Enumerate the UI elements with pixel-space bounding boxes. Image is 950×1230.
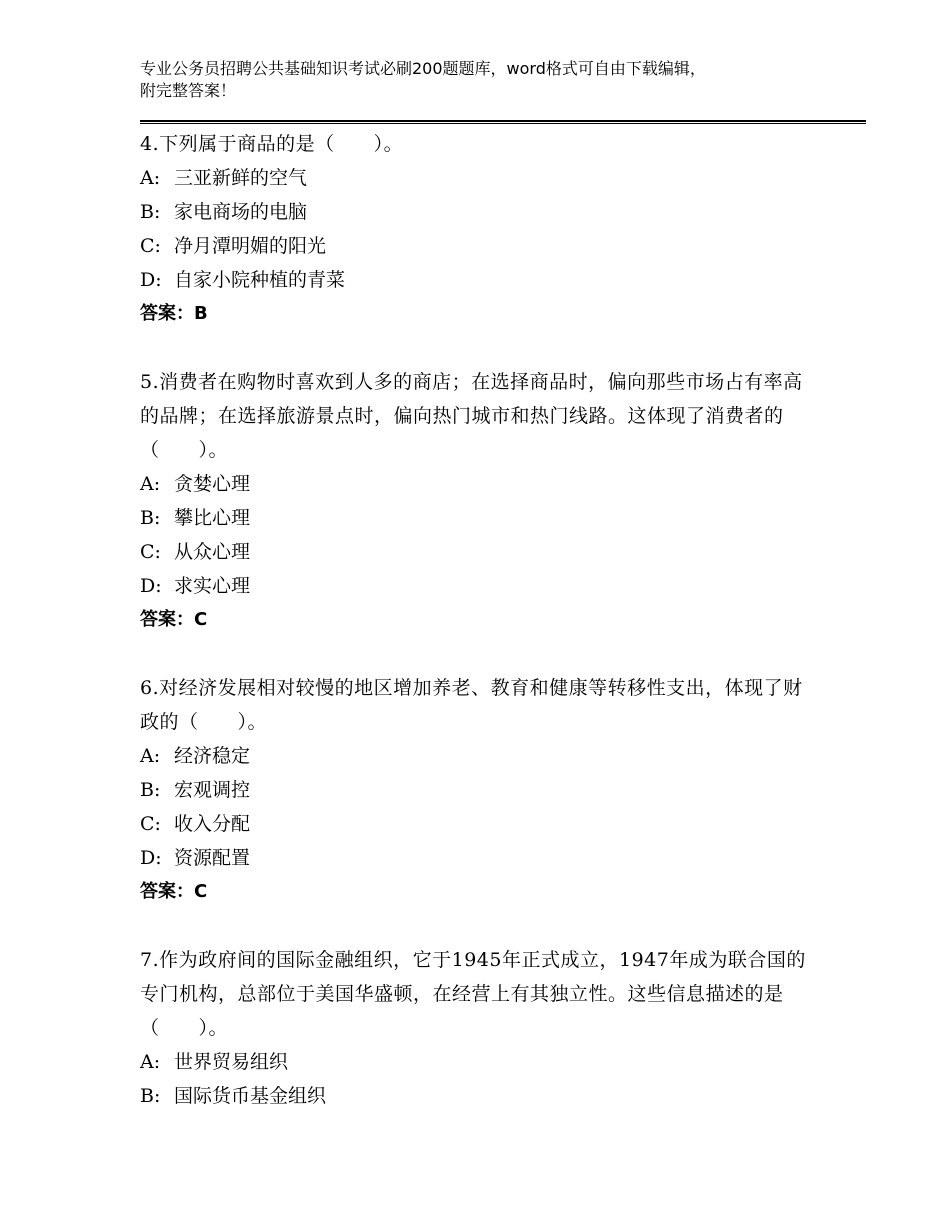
option-a	[140, 161, 820, 195]
option-b	[140, 501, 820, 535]
question-stem: 7.作为政府间的国际金融组织，它于1945年正式成立，1947年成为联合国的专门机构，总部位于美国华盛顿，在经营上有其独立性。这些信息描述的是（ ）。	[140, 949, 806, 1039]
option-text: 宏观调控	[174, 779, 251, 801]
answer-label: 答案：B	[140, 303, 208, 324]
option-key: B:	[140, 1085, 161, 1107]
option-text: 世界贸易组织	[174, 1051, 289, 1073]
option-text: 求实心理	[174, 575, 251, 597]
answer-label: 答案：C	[140, 881, 208, 902]
option-b	[140, 195, 820, 229]
header-divider	[140, 120, 866, 124]
header-line-1: 专业公务员招聘公共基础知识考试必刷200题题库，word格式可自由下载编辑，	[140, 59, 706, 78]
option-b	[140, 773, 820, 807]
option-text: 收入分配	[174, 813, 251, 835]
question-5	[140, 365, 820, 637]
option-text: 资源配置	[174, 847, 251, 869]
option-key: C:	[140, 235, 161, 257]
option-text: 经济稳定	[174, 745, 251, 767]
option-text: 从众心理	[174, 541, 251, 563]
option-key: B:	[140, 201, 161, 223]
option-c	[140, 229, 820, 263]
question-4	[140, 127, 820, 331]
option-b	[140, 1079, 820, 1113]
question-stem: 5.消费者在购物时喜欢到人多的商店；在选择商品时，偏向那些市场占有率高的品牌；在选择旅游景点时，偏向热门城市和热门线路。这体现了消费者的（ ）。	[140, 371, 803, 461]
option-text: 家电商场的电脑	[174, 201, 308, 223]
option-text: 攀比心理	[174, 507, 251, 529]
question-gap	[140, 331, 820, 365]
option-c	[140, 535, 820, 569]
option-key: D:	[140, 269, 162, 291]
document-header	[140, 58, 830, 102]
option-key: B:	[140, 507, 161, 529]
option-a	[140, 1045, 820, 1079]
question-stem: 4.下列属于商品的是（ ）。	[140, 133, 404, 155]
option-key: B:	[140, 779, 161, 801]
option-key: A:	[140, 1051, 161, 1073]
option-key: A:	[140, 745, 161, 767]
option-d	[140, 569, 820, 603]
answer-label: 答案：C	[140, 609, 208, 630]
question-stem: 6.对经济发展相对较慢的地区增加养老、教育和健康等转移性支出，体现了财政的（ ）。	[140, 677, 803, 733]
option-d	[140, 841, 820, 875]
option-a	[140, 467, 820, 501]
question-list	[140, 127, 820, 1113]
option-key: D:	[140, 847, 162, 869]
option-a	[140, 739, 820, 773]
option-text: 国际货币基金组织	[174, 1085, 327, 1107]
option-key: C:	[140, 813, 161, 835]
question-gap	[140, 909, 820, 943]
option-key: C:	[140, 541, 161, 563]
question-6	[140, 671, 820, 909]
option-text: 自家小院种植的青菜	[174, 269, 346, 291]
option-text: 贪婪心理	[174, 473, 251, 495]
option-text: 三亚新鲜的空气	[174, 167, 308, 189]
option-c	[140, 807, 820, 841]
option-d	[140, 263, 820, 297]
question-7	[140, 943, 820, 1113]
option-key: D:	[140, 575, 162, 597]
option-text: 净月潭明媚的阳光	[174, 235, 327, 257]
option-key: A:	[140, 473, 161, 495]
option-key: A:	[140, 167, 161, 189]
header-line-2: 附完整答案！	[140, 81, 237, 100]
question-gap	[140, 637, 820, 671]
